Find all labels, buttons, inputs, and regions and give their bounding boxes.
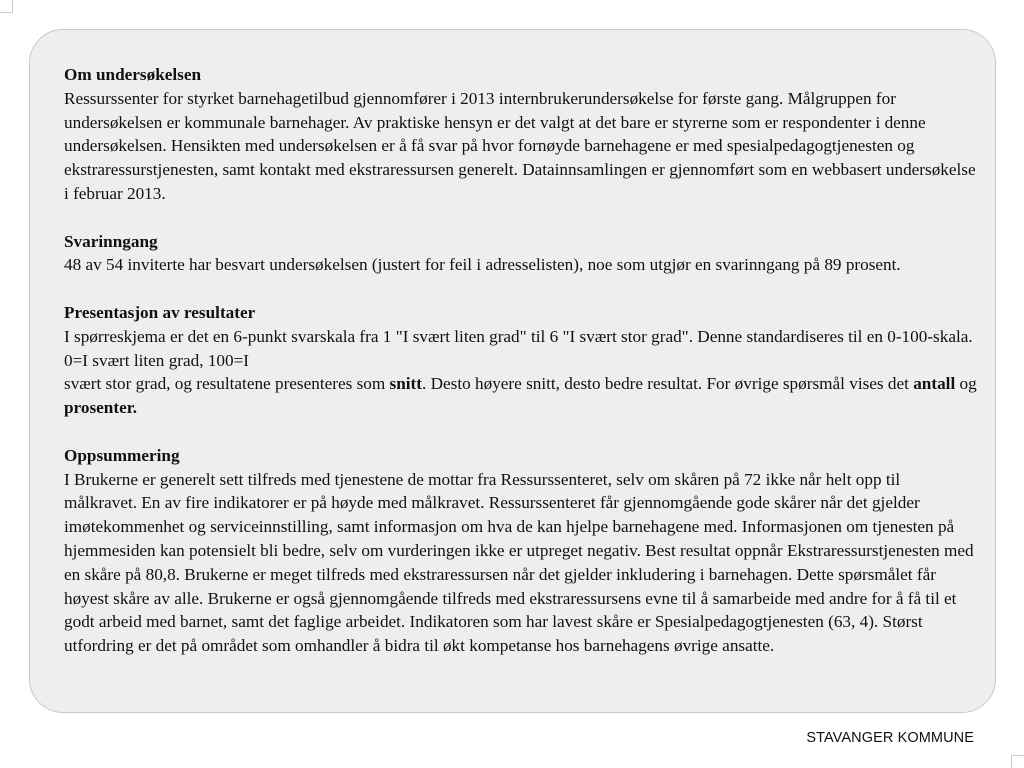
section-text-presentation-line2 [64,372,977,420]
bottom-right-corner-mark [1011,755,1024,768]
presentation-bold-count: antall [913,374,956,394]
section-about [64,63,977,206]
section-text-summary: I Brukerne er generelt sett tilfreds med tjenestene de mottar fra Ressurssenteret, selv om skåren på 72 ikke når helt opp til målkravet. En av fire indikatorer er på høyde med målkravet. Ressurssenteret får gjennomgående gode skårer når det gjelder imøtekommenhet og serviceinnstilling, samt informasjon om hva de kan hjelpe barnehagene med. Informasjonen om tjenesten på hjemmesiden kan potensielt bli bedre, selv om vurderingen ikke er utpreget negativ. Best resultat oppnår Ekstraressurstjenesten med en skåre på 80,8. Brukerne er meget tilfreds med ekstraressursen når det gjelder inkludering i barnehagen. Dette spørsmålet får høyest skåre av alle. Brukerne er også gjennomgående tilfreds med ekstraressursens evne til å samarbeide med andre for å få til et godt arbeid med barnet, samt det faglige arbeidet. Indikatoren som har lavest skåre er Spesialpedagogtjenesten (63, 4). Størst utfordring er det på området som omhandler å bidra til økt kompetanse hos barnehagens øvrige ansatte. [64,469,974,656]
section-text-presentation-line1: I spørreskjema er det en 6-punkt svarskala fra 1 "I svært liten grad" til 6 "I svært stor grad". Denne standardiseres til en 0-100-skala. 0=I svært liten grad, 100=I [64,326,973,370]
section-heading-about: Om undersøkelsen [64,65,202,84]
section-text-response: 48 av 54 inviterte har besvart undersøkelsen (justert for feil i adresselisten), noe som utgjør en svarinngang på 89 prosent. [64,255,901,275]
content-panel [29,29,996,713]
section-summary [64,444,977,658]
section-heading-presentation: Presentasjon av resultater [64,302,256,322]
presentation-text-part-b: . Desto høyere snitt, desto bedre resultat. For øvrige spørsmål vises det [422,374,914,394]
presentation-text-part-a: svært stor grad, og resultatene presenteres som [64,374,390,394]
section-response [64,230,977,278]
presentation-bold-percent: prosenter. [64,398,138,418]
section-presentation [64,301,977,420]
presentation-text-part-c: og [955,374,977,394]
section-heading-response: Svarinngang [64,231,158,251]
footer-organization-name: STAVANGER KOMMUNE [806,730,974,746]
presentation-bold-average: snitt [389,374,423,394]
section-heading-summary: Oppsummering [64,445,180,465]
top-left-corner-mark [0,0,13,13]
section-text-about: Ressurssenter for styrket barnehagetilbud gjennomfører i 2013 internbrukerundersøkelse for første gang. Målgruppen for undersøkelsen er kommunale barnehager. Av praktiske hensyn er det valgt at det bare er styrerne som er respondenter i denne undersøkelsen. Hensikten med undersøkelsen er å få svar på hvor fornøyde barnehagene er med spesialpedagogtjenesten og ekstraressurstjenesten, samt kontakt med ekstraressursen generelt. Datainnsamlingen er gjennomført som en webbasert undersøkelse i februar 2013. [64,88,976,203]
